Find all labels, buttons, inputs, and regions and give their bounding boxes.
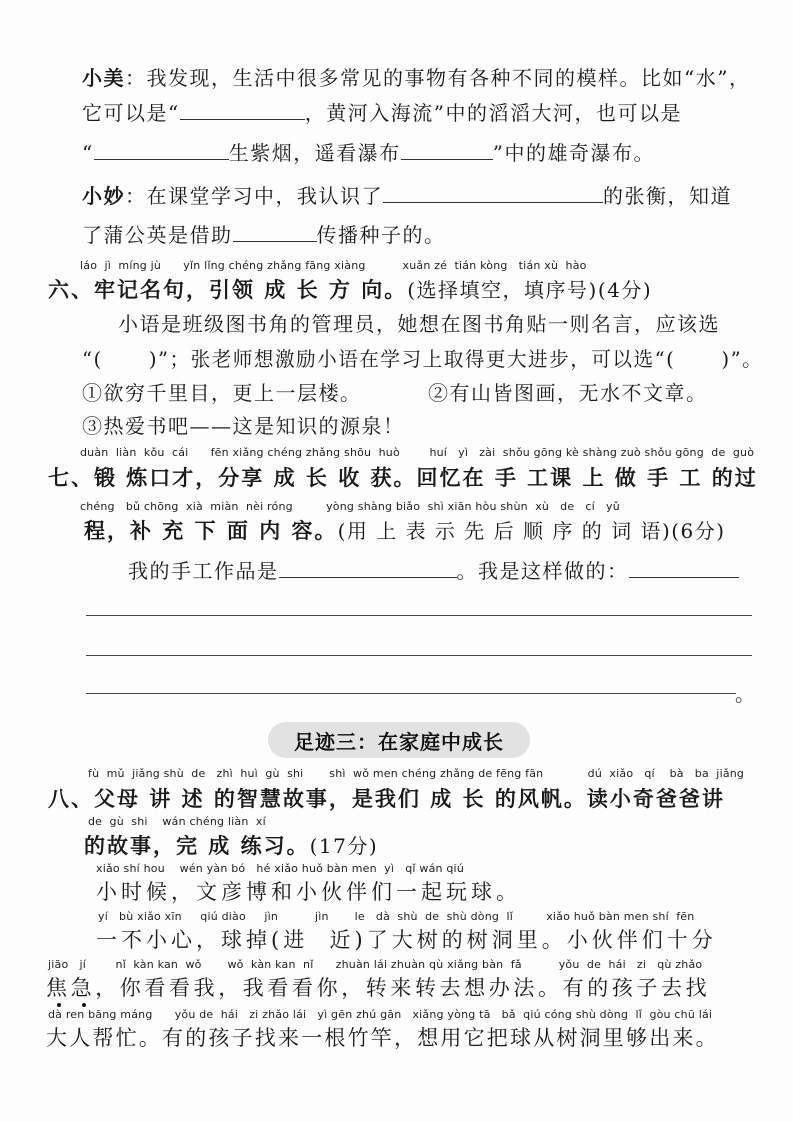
answer-final-period: 。 bbox=[735, 682, 757, 706]
blank-craft-name[interactable] bbox=[279, 576, 457, 578]
intro-line-5-b: 传播种子的。 bbox=[316, 223, 446, 247]
intro-line-3-b: 生紫烟，遥看瀑布 bbox=[228, 141, 401, 165]
q6-heading-note: (选择填空，填序号)(4分) bbox=[407, 278, 653, 302]
blank-4[interactable] bbox=[383, 201, 603, 203]
q8-heading-1: 八、父母 讲 述 的智慧故事，是我们 成 长 的风帆。读小奇爸爸讲 bbox=[48, 787, 725, 811]
intro-line-1-text: ：我发现，生活中很多常见的事物有各种不同的模样。比如“水”， bbox=[125, 66, 751, 90]
q6-heading-title: 六、牢记名句，引领 成 长 方 向。 bbox=[48, 278, 408, 302]
q6-heading bbox=[48, 274, 652, 304]
intro-line-3-a: “ bbox=[82, 141, 94, 165]
q7-heading-1: 七、锻 炼口才，分享 成 长 收 获。回忆在 手 工课 上 做 手 工 的过 bbox=[48, 466, 758, 490]
blank-2[interactable] bbox=[94, 158, 229, 160]
answer-line-2[interactable] bbox=[86, 655, 752, 656]
q8-pinyin-2: de gù shi wán chéng liàn xí bbox=[88, 815, 266, 828]
answer-line-3[interactable] bbox=[86, 693, 736, 694]
q6-body-1: 小语是班级图书角的管理员，她想在图书角贴一则名言，应该选 bbox=[118, 312, 720, 336]
blank-steps-start[interactable] bbox=[629, 576, 739, 578]
blank-1[interactable] bbox=[180, 118, 305, 120]
q7-heading-2-title: 程，补 充 下 面 内 容。 bbox=[84, 519, 338, 543]
intro-line-2-b: ，黄河入海流”中的滔滔大河，也可以是 bbox=[304, 101, 682, 125]
answer-line-1[interactable] bbox=[86, 615, 752, 616]
q6-option-2[interactable]: ②有山皆图画，无水不文章。 bbox=[428, 381, 708, 405]
speaker-xiaomei: 小美 bbox=[82, 66, 125, 90]
story-line-2: 一不小心，球掉(进 近)了大树的树洞里。小伙伴们十分 bbox=[96, 928, 717, 952]
intro-line-4-a: ：在课堂学习中，我认识了 bbox=[125, 184, 383, 208]
q6-body-2: “( )”；张老师想激励小语在学习上取得更大进步，可以选“( )”。 bbox=[82, 347, 764, 371]
story-pinyin-3: jiāo jí nǐ kàn kan wǒ wǒ kàn kan nǐ zhuàn lái zhuàn qù xiǎng bàn fǎ yǒu de hái zi qù zhǎo bbox=[48, 958, 703, 971]
blank-5[interactable] bbox=[233, 240, 317, 242]
emphasis-dot bbox=[82, 1003, 86, 1007]
story-line-3: 焦急，你看看我，我看看你，转来转去想办法。有的孩子去找 bbox=[46, 976, 711, 1000]
story-line-1: 小时候，文彦博和小伙伴们一起玩球。 bbox=[96, 880, 521, 904]
intro-line-2 bbox=[82, 97, 682, 126]
intro-line-3-c: ”中的雄奇瀑布。 bbox=[492, 141, 655, 165]
q8-heading-2-title: 的故事，完 成 练习。 bbox=[84, 834, 310, 858]
story-line-4: 大人帮忙。有的孩子找来一根竹竿，想用它把球从树洞里够出来。 bbox=[46, 1026, 719, 1050]
blank-3[interactable] bbox=[401, 158, 493, 160]
q7-pinyin-2: chéng bǔ chōng xià miàn nèi róng yòng shàng biǎo shì xiān hòu shùn xù de cí yǔ bbox=[80, 500, 620, 513]
q6-option-1[interactable]: ①欲穷千里目，更上一层楼。 bbox=[82, 381, 362, 405]
q7-answer-line bbox=[128, 555, 739, 584]
section-title: 足迹三：在家庭中成长 bbox=[294, 729, 504, 754]
speaker-xiaomiao: 小妙 bbox=[82, 184, 125, 208]
q8-heading-2-note: (17分) bbox=[309, 834, 379, 858]
intro-line-1 bbox=[82, 62, 750, 91]
q7-answer-a: 我的手工作品是 bbox=[128, 559, 279, 583]
emphasis-dot bbox=[57, 1003, 61, 1007]
q7-answer-b: 。我是这样做的： bbox=[456, 559, 629, 583]
intro-line-4-b: 的张衡，知道 bbox=[603, 184, 732, 208]
intro-line-4 bbox=[82, 180, 732, 209]
intro-line-2-a: 它可以是“ bbox=[82, 101, 180, 125]
q7-heading-2-note: (用 上 表 示 先 后 顺 序 的 词 语)(6分) bbox=[337, 519, 726, 543]
q8-pinyin-1: fù mǔ jiǎng shù de zhì huì gù shi shì wǒ men chéng zhǎng de fēng fān dú xiǎo qí bà ba jiǎng bbox=[88, 767, 745, 780]
q8-heading-2 bbox=[84, 830, 378, 860]
q6-pinyin: láo jì míng jù yǐn lǐng chéng zhǎng fāng xiàng xuǎn zé tián kòng tián xù hào bbox=[80, 259, 587, 272]
q6-option-3[interactable]: ③热爱书吧——这是知识的源泉！ bbox=[82, 414, 405, 438]
q7-pinyin-1: duàn liàn kǒu cái fēn xiǎng chéng zhǎng shōu huò huí yì zài shǒu gōng kè shàng zuò shǒu gōng de guò bbox=[80, 446, 755, 459]
intro-line-5-a: 了蒲公英是借助 bbox=[82, 223, 233, 247]
q7-heading-2 bbox=[84, 515, 726, 545]
section-banner bbox=[268, 722, 530, 758]
story-pinyin-2: yí bù xiǎo xīn qiú diào jìn jìn le dà shù de shù dòng lǐ xiǎo huǒ bàn men shí fēn bbox=[98, 910, 695, 923]
intro-line-3 bbox=[82, 137, 655, 166]
story-pinyin-1: xiǎo shí hou wén yàn bó hé xiǎo huǒ bàn men yì qǐ wán qiú bbox=[96, 862, 464, 875]
intro-line-5 bbox=[82, 219, 446, 248]
story-pinyin-4: dà ren bāng máng yǒu de hái zi zhǎo lái yì gēn zhú gān xiǎng yòng tā bǎ qiú cóng shù dòng lǐ gòu chū lái bbox=[48, 1008, 713, 1021]
